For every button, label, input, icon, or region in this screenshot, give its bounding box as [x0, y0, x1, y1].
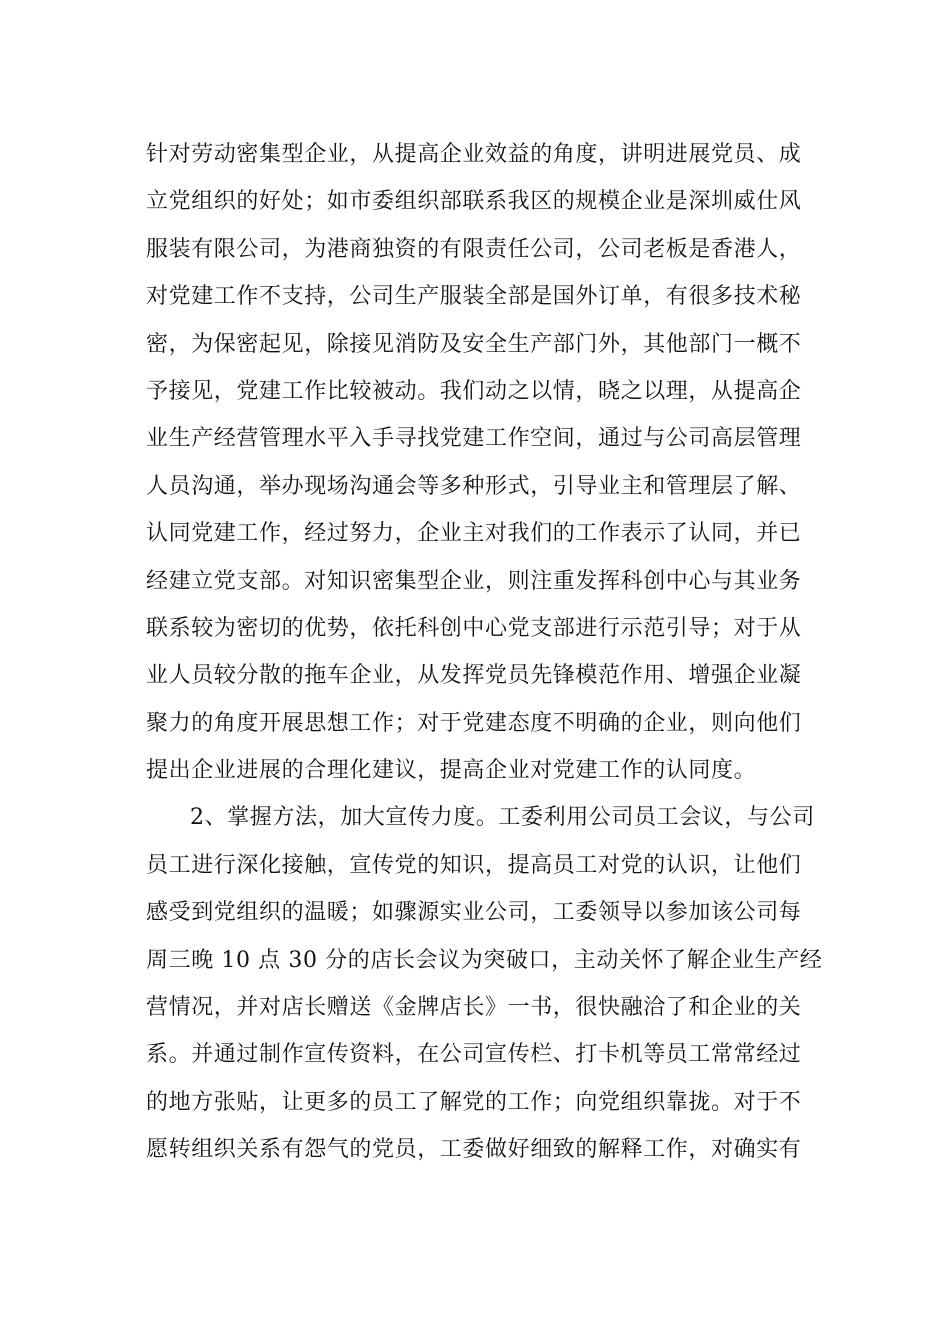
text-line: 业生产经营管理水平入手寻找党建工作空间，通过与公司高层管理 [146, 426, 802, 452]
text-line: 的地方张贴，让更多的员工了解党的工作；向党组织靠拢。对于不 [146, 1089, 802, 1115]
text-line: 员工进行深化接触，宣传党的知识，提高员工对党的认识，让他们 [146, 852, 802, 878]
text-line: 系。并通过制作宣传资料，在公司宣传栏、打卡机等员工常常经过 [146, 1042, 802, 1068]
text-line: 密，为保密起见，除接见消防及安全生产部门外，其他部门一概不 [146, 331, 802, 357]
text-line: 业人员较分散的拖车企业，从发挥党员先锋模范作用、增强企业凝 [146, 663, 802, 689]
text-line: 认同党建工作，经过努力，企业主对我们的工作表示了认同，并已 [146, 521, 802, 547]
text-line: 人员沟通，举办现场沟通会等多种形式，引导业主和管理层了解、 [146, 473, 802, 499]
text-line: 感受到党组织的温暖；如骤源实业公司，工委领导以参加该公司每 [146, 900, 802, 926]
text-line: 聚力的角度开展思想工作；对于党建态度不明确的企业，则向他们 [146, 710, 802, 736]
text-line: 周三晚 10 点 30 分的店长会议为突破口，主动关怀了解企业生产经 [146, 947, 823, 973]
text-line: 2、掌握方法，加大宣传力度。工委利用公司员工会议，与公司 [190, 805, 815, 831]
text-line: 营情况，并对店长赠送《金牌店长》一书，很快融洽了和企业的关 [146, 995, 802, 1021]
text-line: 立党组织的好处；如市委组织部联系我区的规模企业是深圳威仕风 [146, 189, 802, 215]
text-line: 予接见，党建工作比较被动。我们动之以情，晓之以理，从提高企 [146, 378, 802, 404]
text-line: 提出企业进展的合理化建议，提高企业对党建工作的认同度。 [146, 758, 757, 784]
text-line: 联系较为密切的优势，依托科创中心党支部进行示范引导；对于从 [146, 615, 802, 641]
text-line: 愿转组织关系有怨气的党员，工委做好细致的解释工作，对确实有 [146, 1137, 802, 1163]
text-line: 服装有限公司，为港商独资的有限责任公司，公司老板是香港人， [146, 236, 802, 262]
text-line: 针对劳动密集型企业，从提高企业效益的角度，讲明进展党员、成 [146, 142, 802, 167]
document-body [146, 131, 823, 1174]
text-line: 经建立党支部。对知识密集型企业，则注重发挥科创中心与其业务 [146, 568, 802, 594]
text-line: 对党建工作不支持，公司生产服装全部是国外订单，有很多技术秘 [146, 284, 802, 310]
